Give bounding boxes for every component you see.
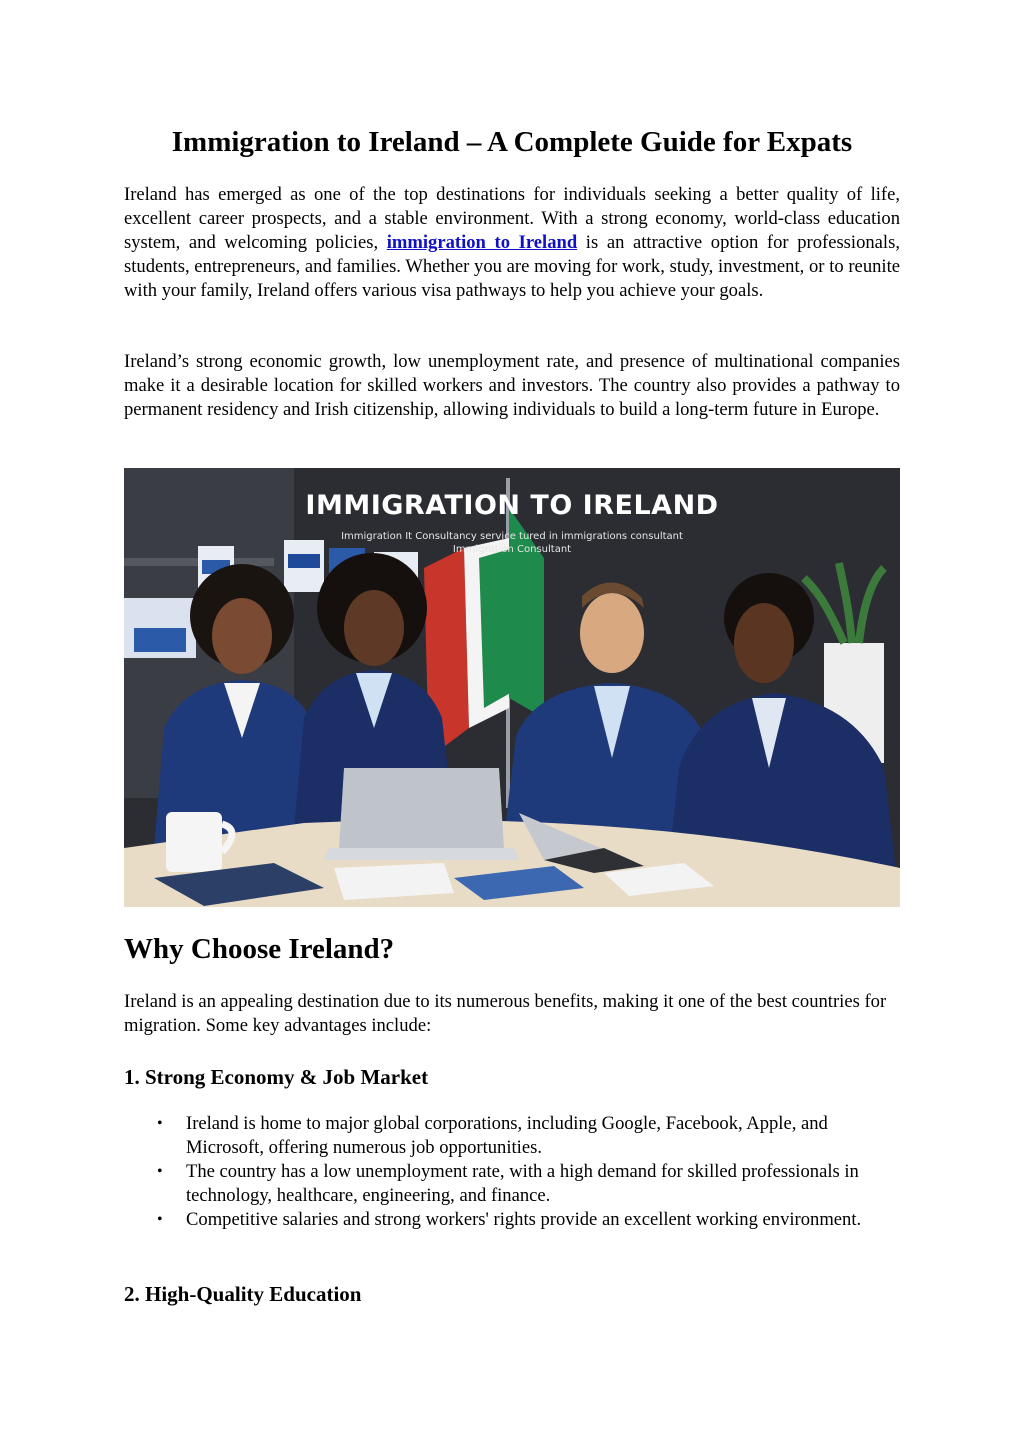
bullet-icon: • (157, 1211, 163, 1228)
bullet-icon: • (157, 1115, 163, 1132)
list-item-text: Ireland is home to major global corporations, including Google, Facebook, Apple, and Microsoft, offering numerous job opportunities. (186, 1113, 828, 1158)
list-item (124, 1208, 900, 1232)
section-heading: Why Choose Ireland? (124, 933, 395, 965)
hero-subtitle-line-1: Immigration It Consultancy service tured in immigrations consultant (341, 531, 683, 542)
subsection-heading-economy: 1. Strong Economy & Job Market (124, 1065, 429, 1089)
list-item (124, 1160, 900, 1208)
hero-subtitle-line-2: Immigration Consultant (452, 544, 572, 555)
hero-subtitle (124, 530, 900, 556)
page-title: Immigration to Ireland – A Complete Guide for Expats (171, 126, 853, 158)
economy-bullet-list (124, 1112, 900, 1232)
hero-heading: IMMIGRATION TO IRELAND (305, 490, 719, 521)
subsection-heading-education: 2. High-Quality Education (124, 1282, 362, 1306)
immigration-link[interactable]: immigration to Ireland (386, 232, 578, 253)
intro-text-after-link: is an attractive option for professionals, students, entrepreneurs, and families. Whether you are moving for work, study, investment, or to reunite with your family, Ireland offers various visa pathways to help you achieve your goals. (124, 232, 900, 301)
intro-text-before-link: Ireland has emerged as one of the top destinations for individuals seeking a better quality of life, excellent career prospects, and a stable environment. With a strong economy, world-class education system, and welcoming policies, (124, 184, 900, 253)
hero-image (124, 468, 900, 907)
economy-paragraph: Ireland’s strong economic growth, low unemployment rate, and presence of multinational companies make it a desirable location for skilled workers and investors. The country also provides a pathway to permanent residency and Irish citizenship, allowing individuals to build a long-term future in Europe. (124, 351, 900, 420)
section-intro: Ireland is an appealing destination due to its numerous benefits, making it one of the best countries for migration. Some key advantages include: (124, 991, 887, 1036)
bullet-icon: • (157, 1163, 163, 1180)
list-item-text: Competitive salaries and strong workers' rights provide an excellent working environment. (186, 1209, 862, 1230)
list-item (124, 1112, 900, 1160)
list-item-text: The country has a low unemployment rate, with a high demand for skilled professionals in technology, healthcare, engineering, and finance. (186, 1161, 859, 1206)
intro-paragraph (124, 183, 900, 303)
